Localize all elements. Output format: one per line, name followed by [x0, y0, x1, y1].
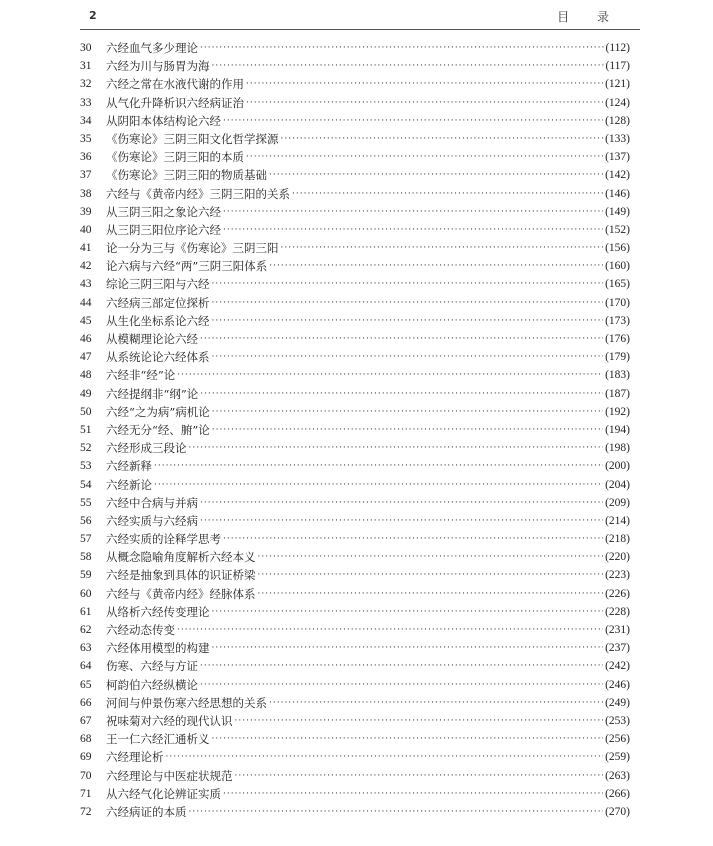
toc-entry-page: (133)	[605, 132, 630, 145]
toc-entry-page: (121)	[605, 78, 630, 91]
toc-entry-page: (198)	[605, 442, 630, 455]
toc-entry-number: 61	[80, 605, 92, 618]
toc-entry-page: (194)	[605, 423, 630, 436]
toc-dot-leader	[212, 294, 604, 312]
toc-entry	[80, 676, 630, 694]
toc-dot-leader	[200, 385, 603, 403]
toc-entry	[80, 185, 630, 203]
toc-entry-title: 六经体用模型的构建	[106, 641, 210, 656]
toc-entry-number: 53	[80, 460, 92, 473]
toc-entry-page: (256)	[605, 733, 630, 746]
toc-entry-title: 从络析六经传变理论	[106, 604, 210, 619]
toc-entry-number: 68	[80, 733, 92, 746]
toc-entry-title: 从概念隐喻角度解析六经本义	[106, 550, 256, 565]
toc-entry-title: 六经提纲非“纲”论	[106, 386, 199, 401]
toc-entry-page: (160)	[605, 260, 630, 273]
toc-entry-number: 48	[80, 369, 92, 382]
toc-entry-title: 六经形成三段论	[106, 441, 187, 456]
toc-entry-number: 41	[80, 242, 92, 255]
toc-entry-title: 从六经气化论辨证实质	[106, 786, 221, 801]
toc-entry-title: 从模糊理论论六经	[106, 332, 198, 346]
toc-entry	[80, 785, 630, 803]
toc-entry	[80, 694, 630, 712]
toc-dot-leader	[281, 239, 604, 257]
toc-entry	[80, 585, 630, 603]
toc-entry-title: 河间与仲景伤寒六经思想的关系	[106, 695, 267, 710]
toc-entry-page: (176)	[605, 333, 630, 345]
toc-entry-page: (259)	[605, 751, 630, 764]
toc-entry	[80, 621, 630, 639]
toc-dot-leader	[223, 112, 603, 130]
toc-entry-number: 40	[80, 223, 92, 236]
toc-dot-leader	[154, 476, 603, 494]
toc-entry-title: 六经理论析	[106, 750, 164, 765]
toc-entry-number: 46	[80, 333, 92, 345]
toc-entry-title: 柯韵伯六经纵横论	[106, 677, 198, 692]
toc-entry-page: (179)	[605, 351, 630, 364]
toc-entry-number: 66	[80, 696, 92, 709]
toc-entry	[80, 385, 630, 403]
toc-entry-page: (228)	[605, 605, 630, 618]
page-number: 2	[89, 9, 97, 22]
toc-dot-leader	[223, 221, 603, 239]
toc-entry	[80, 712, 630, 730]
toc-entry	[80, 330, 630, 348]
toc-entry	[80, 275, 630, 293]
toc-entry-number: 67	[80, 714, 92, 727]
toc-entry	[80, 457, 630, 475]
toc-entry	[80, 39, 630, 57]
toc-entry-title: 六经理论与中医症状规范	[106, 768, 233, 783]
toc-entry	[80, 312, 630, 330]
toc-entry-title: 伤寒、六经与方证	[106, 659, 198, 674]
toc-entry	[80, 148, 630, 166]
toc-entry-page: (112)	[605, 42, 630, 54]
toc-entry-number: 45	[80, 314, 92, 327]
toc-dot-leader	[200, 657, 603, 675]
toc-entry	[80, 476, 630, 494]
toc-entry-number: 38	[80, 187, 92, 200]
toc-entry-number: 37	[80, 169, 92, 182]
toc-entry-page: (270)	[605, 805, 630, 818]
toc-dot-leader	[166, 748, 604, 766]
toc-entry-title: 《伤寒论》三阴三阳的本质	[106, 150, 244, 165]
toc-entry	[80, 657, 630, 675]
toc-entry-title: 六经动态传变	[106, 623, 175, 637]
toc-entry-title: 六经与《黄帝内经》经脉体系	[106, 586, 256, 601]
toc-entry-page: (142)	[605, 169, 630, 182]
toc-entry-number: 42	[80, 260, 92, 273]
toc-entry-number: 72	[80, 805, 92, 818]
toc-entry-title: 论六病与六经“两”三阴三阳体系	[106, 259, 268, 274]
toc-entry-title: 论一分为三与《伤寒论》三阴三阳	[106, 241, 279, 256]
toc-entry-page: (266)	[605, 787, 630, 800]
toc-entry-number: 34	[80, 114, 92, 127]
toc-entry	[80, 730, 630, 748]
toc-entry-title: 六经非“经”论	[106, 368, 176, 383]
toc-entry-number: 55	[80, 496, 92, 509]
toc-dot-leader	[200, 494, 603, 512]
toc-dot-leader	[212, 275, 604, 293]
toc-entry	[80, 530, 630, 548]
toc-entry	[80, 294, 630, 312]
toc-dot-leader	[177, 366, 603, 384]
toc-dot-leader	[212, 603, 604, 621]
toc-dot-leader	[223, 530, 603, 548]
toc-entry-page: (128)	[605, 114, 630, 127]
toc-entry-title: 从阴阳本体结构论六经	[106, 113, 221, 128]
toc-entry-number: 47	[80, 351, 92, 364]
toc-entry-page: (220)	[605, 551, 630, 564]
toc-entry-page: (156)	[605, 242, 630, 255]
toc-dot-leader	[235, 712, 604, 730]
toc-entry	[80, 603, 630, 621]
toc-dot-leader	[189, 803, 604, 821]
toc-entry-page: (204)	[605, 478, 630, 491]
toc-entry-page: (149)	[605, 205, 630, 218]
toc-entry-number: 35	[80, 132, 92, 145]
toc-dot-leader	[212, 312, 604, 330]
toc-entry-page: (237)	[605, 642, 630, 655]
toc-entry-number: 50	[80, 405, 92, 418]
toc-dot-leader	[258, 566, 604, 584]
toc-entry-title: 六经新论	[106, 477, 152, 492]
toc-entry-page: (214)	[605, 514, 630, 527]
toc-entry-number: 32	[80, 78, 92, 91]
toc-entry-title: 六经中合病与并病	[106, 495, 198, 510]
toc-entry-page: (187)	[605, 387, 630, 400]
toc-entry-title: 《伤寒论》三阴三阳的物质基础	[106, 168, 267, 183]
toc-entry-number: 54	[80, 478, 92, 491]
toc-entry-page: (209)	[605, 496, 630, 509]
toc-entry-page: (200)	[605, 460, 630, 473]
toc-entry-title: 从三阴三阳位序论六经	[106, 222, 221, 237]
toc-entry-page: (170)	[605, 296, 630, 309]
toc-entry-page: (246)	[605, 678, 630, 691]
page-header	[0, 0, 713, 32]
toc-entry-page: (137)	[605, 151, 630, 164]
toc-entry-number: 70	[80, 769, 92, 782]
toc-dot-leader	[212, 730, 604, 748]
toc-entry-page: (165)	[605, 278, 630, 291]
toc-entry-page: (117)	[605, 60, 630, 73]
toc-dot-leader	[292, 185, 603, 203]
toc-entry-title: 六经血气多少理论	[106, 41, 198, 55]
toc-entry	[80, 748, 630, 766]
toc-entry	[80, 803, 630, 821]
toc-entry	[80, 348, 630, 366]
toc-entry	[80, 75, 630, 93]
toc-dot-leader	[258, 548, 604, 566]
toc-dot-leader	[246, 94, 603, 112]
toc-entry-number: 31	[80, 60, 92, 73]
toc-entry-page: (263)	[605, 769, 630, 782]
toc-dot-leader	[212, 403, 603, 421]
toc-entry-title: 六经无分“经、腑”论	[106, 422, 210, 437]
toc-entry-title: 从生化坐标系论六经	[106, 313, 210, 328]
toc-dot-leader	[258, 585, 604, 603]
toc-dot-leader	[212, 421, 603, 439]
toc-entry-number: 63	[80, 642, 92, 655]
toc-entry-title: 六经之常在水液代谢的作用	[106, 77, 244, 92]
toc-entry-page: (218)	[605, 533, 630, 546]
toc-entry-number: 52	[80, 442, 92, 455]
toc-dot-leader	[269, 257, 603, 275]
toc-entry	[80, 239, 630, 257]
toc-entry-title: 六经是抽象到具体的识证桥梁	[106, 568, 256, 583]
toc-entry-number: 71	[80, 787, 92, 800]
toc-entry-number: 69	[80, 751, 92, 764]
toc-dot-leader	[212, 639, 604, 657]
toc-dot-leader	[200, 39, 604, 57]
toc-entry	[80, 767, 630, 785]
toc-entry-title: 祝味菊对六经的现代认识	[106, 713, 233, 728]
toc-entry-title: 六经病三部定位探析	[106, 295, 210, 310]
toc-dot-leader	[189, 439, 604, 457]
toc-entry	[80, 566, 630, 584]
toc-entry	[80, 366, 630, 384]
toc-entry-number: 49	[80, 387, 92, 400]
toc-entry-title: 六经实质的诠释学思考	[106, 532, 221, 547]
toc-entry-number: 39	[80, 205, 92, 218]
toc-entry-number: 30	[80, 42, 92, 54]
toc-entry-number: 56	[80, 514, 92, 527]
toc-entry-title: 六经与《黄帝内经》三阴三阳的关系	[106, 186, 290, 201]
toc-entry-number: 33	[80, 96, 92, 109]
toc-entry-number: 60	[80, 587, 92, 600]
toc-dot-leader	[223, 203, 603, 221]
toc-entry-number: 57	[80, 533, 92, 546]
toc-entry-title: 六经病证的本质	[106, 804, 187, 819]
toc-dot-leader	[246, 148, 603, 166]
toc-entry-number: 44	[80, 296, 92, 309]
toc-entry-page: (173)	[605, 314, 630, 327]
toc-entry-number: 43	[80, 278, 92, 291]
toc-entry-page: (183)	[605, 369, 630, 382]
toc-entry-title: 王一仁六经汇通析义	[106, 732, 210, 747]
toc-entry-page: (226)	[605, 587, 630, 600]
toc-entry	[80, 439, 630, 457]
toc-dot-leader	[246, 75, 603, 93]
toc-entry	[80, 639, 630, 657]
toc-entry	[80, 130, 630, 148]
toc-entry-title: 从三阴三阳之象论六经	[106, 204, 221, 219]
toc-dot-leader	[212, 57, 604, 75]
toc-entry-title: 六经新释	[106, 459, 152, 474]
toc-entry-page: (223)	[605, 569, 630, 582]
toc-dot-leader	[200, 676, 603, 694]
toc-entry-number: 59	[80, 569, 92, 582]
toc-entry	[80, 203, 630, 221]
toc-entry-page: (231)	[605, 624, 630, 636]
toc-entry-page: (152)	[605, 223, 630, 236]
toc-dot-leader	[154, 457, 603, 475]
toc-entry	[80, 257, 630, 275]
toc-entry-page: (249)	[605, 696, 630, 709]
table-of-contents	[80, 39, 630, 821]
header-rule	[80, 29, 640, 30]
toc-entry-page: (192)	[605, 405, 630, 418]
toc-entry-number: 58	[80, 551, 92, 564]
toc-entry	[80, 94, 630, 112]
toc-entry-title: 六经实质与六经病	[106, 513, 198, 528]
toc-dot-leader	[269, 694, 603, 712]
toc-dot-leader	[177, 621, 603, 639]
toc-entry	[80, 166, 630, 184]
toc-entry-title: 综论三阴三阳与六经	[106, 277, 210, 292]
toc-entry-number: 36	[80, 151, 92, 164]
toc-entry-title: 六经为川与肠胃为海	[106, 59, 210, 74]
toc-entry	[80, 112, 630, 130]
toc-entry	[80, 421, 630, 439]
toc-entry	[80, 548, 630, 566]
toc-entry-number: 64	[80, 660, 92, 673]
toc-entry	[80, 512, 630, 530]
toc-entry	[80, 57, 630, 75]
running-header-title: 目 录	[557, 10, 621, 24]
toc-entry-number: 65	[80, 678, 92, 691]
toc-entry-title: 从系统论论六经体系	[106, 350, 210, 365]
toc-entry-title: 从气化升降析识六经病证治	[106, 95, 244, 110]
toc-entry-page: (242)	[605, 660, 630, 673]
toc-entry	[80, 221, 630, 239]
toc-dot-leader	[235, 767, 604, 785]
toc-dot-leader	[200, 330, 603, 348]
toc-dot-leader	[200, 512, 603, 530]
toc-entry-number: 62	[80, 624, 92, 636]
toc-entry-page: (124)	[605, 96, 630, 109]
toc-entry-title: 六经“之为病”病机论	[106, 404, 210, 419]
toc-entry	[80, 494, 630, 512]
toc-entry-title: 《伤寒论》三阴三阳文化哲学探源	[106, 131, 279, 146]
toc-dot-leader	[212, 348, 604, 366]
toc-dot-leader	[281, 130, 604, 148]
toc-entry-page: (146)	[605, 187, 630, 200]
toc-entry-number: 51	[80, 423, 92, 436]
toc-entry-page: (253)	[605, 714, 630, 727]
toc-entry	[80, 403, 630, 421]
toc-dot-leader	[269, 166, 603, 184]
toc-dot-leader	[223, 785, 603, 803]
